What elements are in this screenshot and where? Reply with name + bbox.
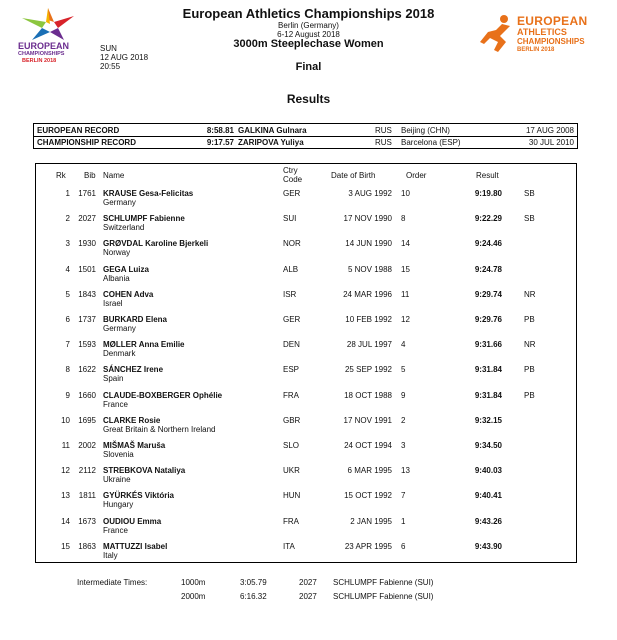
record-label: EUROPEAN RECORD <box>37 126 120 135</box>
rank-cell: 12 <box>61 466 70 476</box>
date-of-birth: 6 MAR 1995 <box>347 466 392 476</box>
record-holder: GALKINA Gulnara <box>238 126 307 135</box>
table-row <box>36 413 576 438</box>
rank-cell: 6 <box>65 315 70 324</box>
athlete-name: MØLLER Anna Emilie <box>103 340 185 350</box>
date-of-birth: 15 OCT 1992 <box>344 491 392 501</box>
start-order: 11 <box>401 289 410 299</box>
result-time: 9:22.29 <box>474 214 502 224</box>
country-code: ISR <box>283 289 297 299</box>
athlete-name: SCHLUMPF Fabienne <box>103 214 185 224</box>
header-order: Order <box>406 171 427 180</box>
table-row <box>36 488 576 513</box>
bib-cell: 1863 <box>78 541 96 551</box>
athlete-country: France <box>103 525 128 535</box>
record-mark: 9:17.57 <box>206 138 234 147</box>
date-of-birth: 2 JAN 1995 <box>350 516 392 526</box>
start-order: 4 <box>401 340 406 350</box>
date-of-birth: 17 NOV 1990 <box>343 214 392 224</box>
result-remark: NR <box>524 340 536 350</box>
country-code: FRA <box>283 390 299 400</box>
table-row <box>36 539 576 564</box>
athlete-name: BURKARD Elena <box>103 315 168 324</box>
split-bib: 2027 <box>299 592 317 601</box>
rank-cell: 1 <box>65 189 70 198</box>
bib-cell: 1761 <box>78 189 96 198</box>
rank-cell: 3 <box>65 239 70 249</box>
result-time: 9:31.84 <box>474 390 502 400</box>
split-distance: 2000m <box>181 592 206 601</box>
bib-cell: 1695 <box>78 415 96 425</box>
record-date: 17 AUG 2008 <box>525 126 574 135</box>
start-order: 1 <box>401 516 406 526</box>
header-result: Result <box>476 171 499 180</box>
date-of-birth: 18 OCT 1988 <box>344 390 392 400</box>
country-code: FRA <box>283 516 299 526</box>
record-row <box>34 136 577 148</box>
rank-cell: 14 <box>61 516 70 526</box>
rank-cell: 2 <box>65 214 70 224</box>
result-remark: SB <box>524 214 535 224</box>
table-row <box>36 236 576 261</box>
date-of-birth: 14 JUN 1990 <box>345 239 392 249</box>
record-venue: Barcelona (ESP) <box>401 138 461 147</box>
logo-right-line3: CHAMPIONSHIPS <box>517 37 585 46</box>
date-of-birth: 5 NOV 1988 <box>347 264 392 274</box>
start-order: 12 <box>401 315 410 324</box>
start-order: 10 <box>401 189 410 198</box>
table-row <box>36 514 576 539</box>
athlete-name: MIŠMAŠ Maruša <box>103 441 166 450</box>
athlete-country: Israel <box>103 298 123 308</box>
logo-right-line1: EUROPEAN <box>517 14 588 28</box>
table-row <box>36 186 576 211</box>
record-date: 30 JUL 2010 <box>528 138 574 147</box>
athlete-name: SÁNCHEZ Irene <box>103 365 164 375</box>
athlete-name: STREBKOVA Nataliya <box>103 466 186 476</box>
record-mark: 8:58.81 <box>206 126 234 135</box>
table-row <box>36 287 576 312</box>
athlete-country: Hungary <box>103 500 134 510</box>
start-order: 8 <box>401 214 406 224</box>
results-table <box>35 163 577 563</box>
header-rk: Rk <box>56 171 66 180</box>
logo-right-line2: ATHLETICS <box>517 27 567 37</box>
header-code: Code <box>283 175 303 184</box>
start-order: 9 <box>401 390 406 400</box>
rank-cell: 13 <box>61 491 70 501</box>
table-row <box>36 337 576 362</box>
athlete-name: GYÜRKÉS Viktória <box>103 491 174 501</box>
result-time: 9:31.66 <box>474 340 502 350</box>
start-order: 3 <box>401 441 406 450</box>
rank-cell: 5 <box>65 289 70 299</box>
athlete-country: France <box>103 399 128 409</box>
session-day: SUN <box>100 44 117 53</box>
header-name: Name <box>103 171 125 180</box>
country-code: HUN <box>283 491 301 501</box>
result-time: 9:32.15 <box>474 415 502 425</box>
event-location: Berlin (Germany) <box>278 21 339 30</box>
record-country: RUS <box>375 126 392 135</box>
result-time: 9:19.80 <box>474 189 502 198</box>
date-of-birth: 23 APR 1995 <box>344 541 392 551</box>
bib-cell: 1673 <box>78 516 96 526</box>
logo-left-line1: EUROPEAN <box>18 41 70 51</box>
record-country: RUS <box>375 138 392 147</box>
event-round: Final <box>295 61 322 73</box>
bib-cell: 2027 <box>78 214 96 224</box>
bib-cell: 1593 <box>78 340 96 350</box>
bib-cell: 1622 <box>78 365 96 375</box>
country-code: ESP <box>283 365 300 375</box>
split-distance: 1000m <box>181 578 206 587</box>
logo-left-line3: BERLIN 2018 <box>22 58 57 64</box>
athlete-country: Germany <box>103 324 136 333</box>
table-row <box>36 362 576 387</box>
athlete-country: Norway <box>103 248 131 258</box>
athlete-country: Denmark <box>103 349 136 359</box>
table-row <box>36 463 576 488</box>
split-athlete: SCHLUMPF Fabienne (SUI) <box>333 592 434 601</box>
result-time: 9:34.50 <box>474 441 502 450</box>
result-remark: PB <box>524 315 535 324</box>
athlete-country: Albania <box>103 273 130 283</box>
country-code: GBR <box>283 415 301 425</box>
split-bib: 2027 <box>299 578 317 587</box>
split-time: 3:05.79 <box>240 578 267 587</box>
athlete-country: Ukraine <box>103 475 131 485</box>
country-code: SUI <box>283 214 297 224</box>
athlete-name: OUDIOU Emma <box>103 516 162 526</box>
bib-cell: 2112 <box>78 466 96 476</box>
athlete-country: Switzerland <box>103 223 145 233</box>
date-of-birth: 25 SEP 1992 <box>344 365 392 375</box>
record-label: CHAMPIONSHIP RECORD <box>37 138 136 147</box>
result-time: 9:31.84 <box>474 365 502 375</box>
bib-cell: 1811 <box>78 491 96 501</box>
athlete-name: KRAUSE Gesa-Felicitas <box>103 189 194 198</box>
country-code: GER <box>283 315 301 324</box>
table-row <box>36 438 576 463</box>
date-of-birth: 10 FEB 1992 <box>345 315 392 324</box>
results-heading: Results <box>286 92 331 106</box>
start-order: 15 <box>401 264 410 274</box>
logo-right-line4: BERLIN 2018 <box>517 47 555 53</box>
rank-cell: 9 <box>65 390 70 400</box>
start-order: 6 <box>401 541 406 551</box>
result-time: 9:40.03 <box>474 466 502 476</box>
bib-cell: 1737 <box>78 315 96 324</box>
start-order: 13 <box>401 466 410 476</box>
country-code: SLO <box>283 441 300 450</box>
record-holder: ZARIPOVA Yuliya <box>238 138 304 147</box>
intermediate-label: Intermediate Times: <box>77 578 148 587</box>
rank-cell: 7 <box>65 340 70 350</box>
bib-cell: 1660 <box>78 390 96 400</box>
athlete-name: GEGA Luiza <box>103 264 149 274</box>
date-of-birth: 28 JUL 1997 <box>346 340 392 350</box>
start-order: 7 <box>401 491 406 501</box>
country-code: DEN <box>283 340 300 350</box>
date-of-birth: 24 OCT 1994 <box>344 441 392 450</box>
athlete-name: CLARKE Rosie <box>103 415 161 425</box>
session-date: 12 AUG 2018 <box>100 53 149 62</box>
header-dob: Date of Birth <box>331 171 376 180</box>
country-code: UKR <box>283 466 300 476</box>
athlete-name: GRØVDAL Karoline Bjerkeli <box>103 239 209 249</box>
start-order: 5 <box>401 365 406 375</box>
rank-cell: 15 <box>61 541 70 551</box>
athlete-country: Slovenia <box>103 450 134 459</box>
date-of-birth: 3 AUG 1992 <box>348 189 392 198</box>
rank-cell: 4 <box>65 264 70 274</box>
session-time: 20:55 <box>100 62 121 71</box>
split-time: 6:16.32 <box>240 592 267 601</box>
result-remark: NR <box>524 289 536 299</box>
logo-left-line2: CHAMPIONSHIPS <box>18 51 65 57</box>
result-time: 9:24.46 <box>474 239 502 249</box>
result-time: 9:29.74 <box>474 289 502 299</box>
rank-cell: 10 <box>61 415 70 425</box>
rank-cell: 11 <box>61 441 70 450</box>
country-code: ALB <box>283 264 299 274</box>
result-remark: PB <box>524 365 535 375</box>
result-time: 9:40.41 <box>474 491 502 501</box>
athlete-country: Germany <box>103 198 136 207</box>
result-remark: PB <box>524 390 535 400</box>
result-time: 9:43.90 <box>474 541 502 551</box>
country-code: GER <box>283 189 301 198</box>
athlete-country: Great Britain & Northern Ireland <box>103 424 216 434</box>
athlete-country: Spain <box>103 374 124 384</box>
result-remark: SB <box>524 189 535 198</box>
bib-cell: 1843 <box>78 289 96 299</box>
start-order: 2 <box>401 415 406 425</box>
intermediate-times <box>0 575 617 605</box>
event-name: 3000m Steeplechase Women <box>233 38 384 50</box>
result-time: 9:43.26 <box>474 516 502 526</box>
records-box <box>33 123 578 149</box>
record-venue: Beijing (CHN) <box>401 126 450 135</box>
table-row <box>36 312 576 337</box>
athlete-name: COHEN Adva <box>103 289 154 299</box>
result-time: 9:29.76 <box>474 315 502 324</box>
bib-cell: 1930 <box>78 239 96 249</box>
bib-cell: 1501 <box>78 264 96 274</box>
split-athlete: SCHLUMPF Fabienne (SUI) <box>333 578 434 587</box>
athlete-country: Italy <box>103 550 118 560</box>
header-bib: Bib <box>84 171 96 180</box>
table-row <box>36 211 576 236</box>
result-time: 9:24.78 <box>474 264 502 274</box>
table-row <box>36 262 576 287</box>
country-code: NOR <box>283 239 301 249</box>
table-row <box>36 388 576 413</box>
athlete-name: CLAUDE-BOXBERGER Ophélie <box>103 390 223 400</box>
bib-cell: 2002 <box>78 441 96 450</box>
date-of-birth: 17 NOV 1991 <box>343 415 392 425</box>
event-dates: 6-12 August 2018 <box>277 30 340 39</box>
start-order: 14 <box>401 239 410 249</box>
page-title: European Athletics Championships 2018 <box>182 6 435 21</box>
rank-cell: 8 <box>65 365 70 375</box>
header-ctry: Ctry <box>283 166 298 175</box>
athlete-name: MATTUZZI Isabel <box>103 541 168 551</box>
date-of-birth: 24 MAR 1996 <box>343 289 392 299</box>
country-code: ITA <box>283 541 295 551</box>
